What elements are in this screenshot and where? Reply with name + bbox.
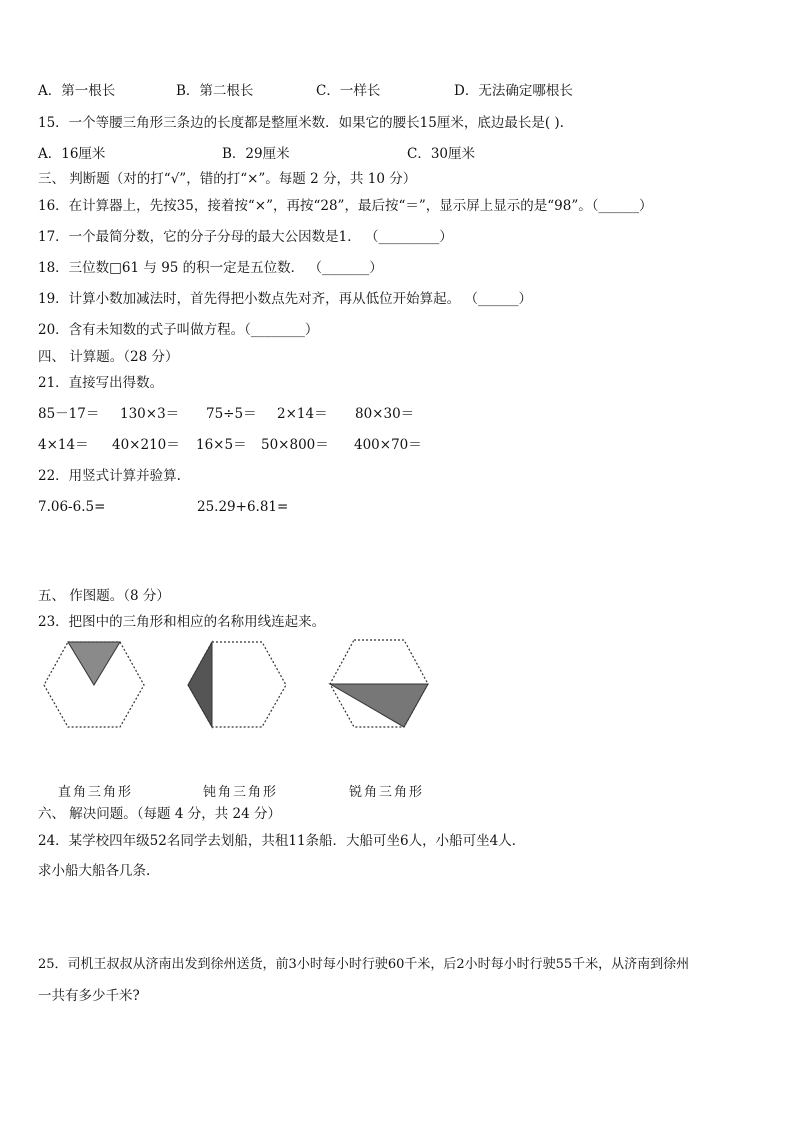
q21-row2-item: 400×70＝ bbox=[354, 437, 422, 453]
q16: 16．在计算器上，先按35，接着按“×”，再按“28”，最后按“＝”，显示屏上显示的是“98”。（______） bbox=[38, 198, 653, 214]
q15-stem: 15．一个等腰三角形三条边的长度都是整厘米数．如果它的腰长15厘米，底边最长是( ). bbox=[38, 115, 564, 131]
label-acute-triangle: 锐角三角形 bbox=[349, 785, 425, 800]
q25-line2: 一共有多少千米? bbox=[38, 988, 140, 1004]
q19: 19．计算小数加减法时，首先得把小数点先对齐，再从低位开始算起。 （______） bbox=[38, 291, 532, 307]
q22-item-2: 25.29+6.81= bbox=[197, 499, 289, 515]
q21-row1-item: 75÷5＝ bbox=[206, 406, 257, 422]
q21-row1-item: 2×14＝ bbox=[277, 406, 328, 422]
q21-row2-item: 40×210＝ bbox=[112, 437, 180, 453]
hexagon-figure-1 bbox=[40, 640, 148, 730]
q24-line2: 求小船大船各几条. bbox=[38, 863, 151, 879]
q21-row1-item: 85－17＝ bbox=[38, 406, 100, 422]
q21-row2-item: 4×14＝ bbox=[38, 437, 89, 453]
hexagon-figure-2 bbox=[184, 640, 290, 730]
q15-option-b: B．29厘米 bbox=[222, 146, 290, 162]
q21-row2-item: 50×800＝ bbox=[261, 437, 329, 453]
q14-option-a: A．第一根长 bbox=[38, 83, 116, 99]
q15-option-c: C．30厘米 bbox=[407, 146, 476, 162]
q18: 18．三位数□61 与 95 的积一定是五位数． （_______） bbox=[38, 260, 383, 276]
shaded-triangle bbox=[68, 642, 120, 685]
q17: 17．一个最简分数，它的分子分母的最大公因数是1． （_________） bbox=[38, 229, 453, 245]
q21-row1-item: 80×30＝ bbox=[355, 406, 415, 422]
shaded-triangle bbox=[188, 642, 212, 727]
q15-option-a: A．16厘米 bbox=[38, 146, 106, 162]
q23-stem: 23．把图中的三角形和相应的名称用线连起来。 bbox=[38, 614, 326, 630]
label-right-triangle: 直角三角形 bbox=[58, 785, 134, 800]
q20: 20．含有未知数的式子叫做方程。（________） bbox=[38, 322, 319, 338]
shaded-triangle bbox=[330, 684, 428, 727]
q22-stem: 22．用竖式计算并验算. bbox=[38, 468, 181, 484]
q21-row1-item: 130×3＝ bbox=[120, 406, 180, 422]
section3-title: 三、 判断题（对的打“√”，错的打“×”。每题 2 分，共 10 分） bbox=[38, 171, 417, 187]
hexagon-figure-3 bbox=[326, 638, 432, 730]
q21-row2-item: 16×5＝ bbox=[196, 437, 247, 453]
section6-title: 六、 解决问题。（每题 4 分，共 24 分） bbox=[38, 806, 281, 822]
q25-line1: 25．司机王叔叔从济南出发到徐州送货，前3小时每小时行驶60千米，后2小时每小时行驶55千米，从济南到徐州 bbox=[38, 957, 690, 972]
q21-stem: 21．直接写出得数。 bbox=[38, 375, 164, 391]
q24-line1: 24．某学校四年级52名同学去划船，共租11条船．大船可坐6人，小船可坐4人． bbox=[38, 833, 526, 849]
q14-option-c: C．一样长 bbox=[316, 83, 381, 99]
label-obtuse-triangle: 钝角三角形 bbox=[203, 785, 279, 800]
q22-item-1: 7.06-6.5= bbox=[38, 499, 106, 515]
q14-option-d: D．无法确定哪根长 bbox=[454, 83, 573, 99]
section5-title: 五、 作图题。（8 分） bbox=[38, 588, 170, 604]
q14-option-b: B．第二根长 bbox=[176, 83, 254, 99]
section4-title: 四、 计算题。（28 分） bbox=[38, 349, 179, 365]
